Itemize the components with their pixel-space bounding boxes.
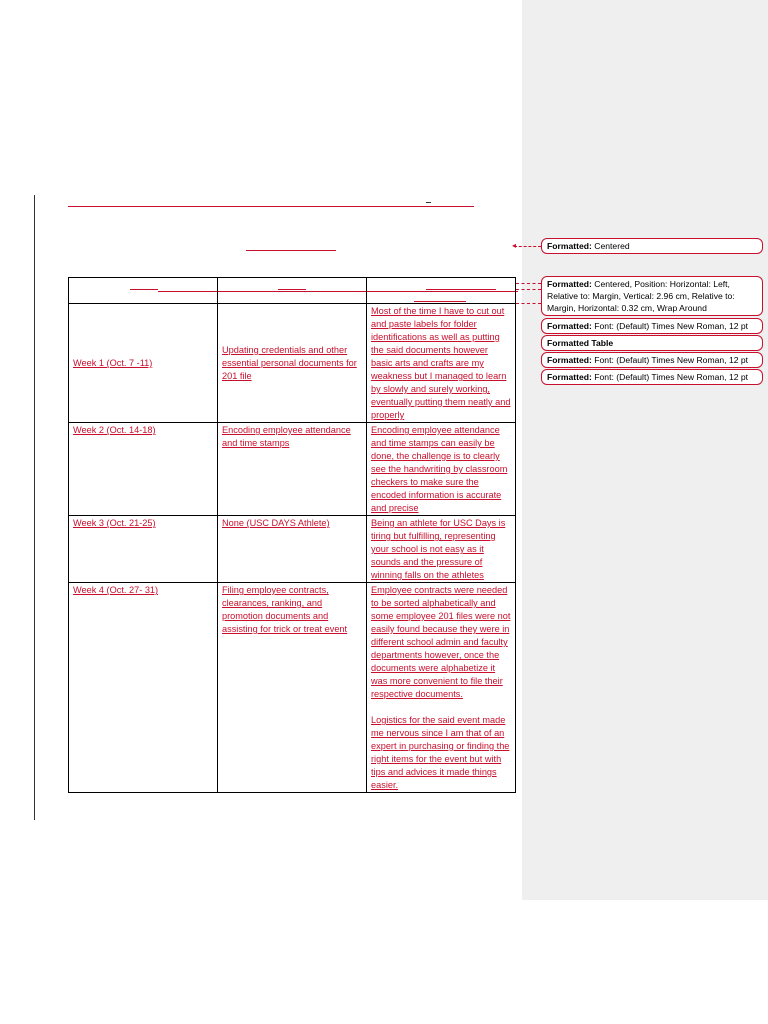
title-line: [68, 206, 474, 207]
balloon-text: Font: (Default) Times New Roman, 12 pt: [591, 372, 749, 382]
balloon-text: Centered, Position: Horizontal: Left, Relative to: Margin, Vertical: 2.96 cm, Relative to: Margin, Horizontal: 0.32 cm, Wrap Around: [547, 279, 735, 313]
reflection-cell: [367, 583, 516, 793]
balloon-label: Formatted:: [547, 355, 592, 365]
format-balloon-4[interactable]: [541, 335, 763, 351]
header-cell: [218, 278, 367, 304]
reflection-cell: Encoding employee attendance and time stamps can easily be done, the challenge is to clearly see the handwriting by classroom checkers to make sure the encoded information is accurate and precise: [367, 423, 516, 516]
subtitle-line: [246, 250, 336, 251]
comment-leader: [514, 246, 541, 247]
table-row: [69, 583, 516, 793]
reflection-cell: Most of the time I have to cut out and paste labels for folder identifications as well as putting the said documents however basic arts and crafts are my weakness but I managed to learn by slowly and surely working, eventually putting them neatly and properly: [367, 304, 516, 423]
week-cell: Week 1 (Oct. 7 -11): [69, 304, 218, 423]
balloon-label: Formatted:: [547, 321, 592, 331]
balloon-label: Formatted Table: [547, 338, 614, 348]
header-cell: [367, 278, 516, 304]
week-cell: Week 3 (Oct. 21-25): [69, 516, 218, 583]
reflection-paragraph: Employee contracts were needed to be sorted alphabetically and some employee 201 files were not easily found because they were in different school admin and faculty departments however, once the documents were alphabetize it was more convenient to file their respective documents.: [371, 585, 511, 699]
balloon-text: Font: (Default) Times New Roman, 12 pt: [591, 355, 749, 365]
task-cell: Filing employee contracts, clearances, ranking, and promotion documents and assisting for trick or treat event: [218, 583, 367, 793]
format-balloon-6[interactable]: [541, 369, 763, 385]
weekly-log-table: [68, 277, 516, 793]
reflection-paragraph: Logistics for the said event made me nervous since I am that of an expert in purchasing or finding the right items for the event but with tips and advices it made things easier.: [371, 715, 510, 790]
task-cell: Encoding employee attendance and time stamps: [218, 423, 367, 516]
change-bar: [34, 195, 35, 820]
week-cell: Week 2 (Oct. 14-18): [69, 423, 218, 516]
anchor-arrow: ◂: [512, 241, 517, 250]
format-balloon-2[interactable]: [541, 276, 763, 316]
task-cell: Updating credentials and other essential personal documents for 201 file: [218, 304, 367, 423]
week-cell: Week 4 (Oct. 27- 31): [69, 583, 218, 793]
table-row: [69, 516, 516, 583]
header-cell: [69, 278, 218, 304]
balloon-label: Formatted:: [547, 279, 592, 289]
comment-leader: [516, 283, 541, 284]
table-row: [69, 423, 516, 516]
task-cell: None (USC DAYS Athlete): [218, 516, 367, 583]
format-balloon-5[interactable]: [541, 352, 763, 368]
comment-leader: [516, 303, 541, 304]
paragraph-gap: [371, 701, 511, 714]
format-balloon-1[interactable]: [541, 238, 763, 254]
format-balloon-3[interactable]: [541, 318, 763, 334]
balloon-text: Centered: [591, 241, 630, 251]
title-dash: [426, 202, 431, 203]
comment-leader: [516, 289, 541, 290]
table-row: [69, 304, 516, 423]
balloon-label: Formatted:: [547, 372, 592, 382]
table-header-row: [69, 278, 516, 304]
balloon-label: Formatted:: [547, 241, 592, 251]
markup-comment-pane: [522, 0, 768, 900]
reflection-cell: Being an athlete for USC Days is tiring but fulfilling, representing your school is not easy as it sounds and the pressure of winning falls on the athletes: [367, 516, 516, 583]
balloon-text: Font: (Default) Times New Roman, 12 pt: [591, 321, 749, 331]
